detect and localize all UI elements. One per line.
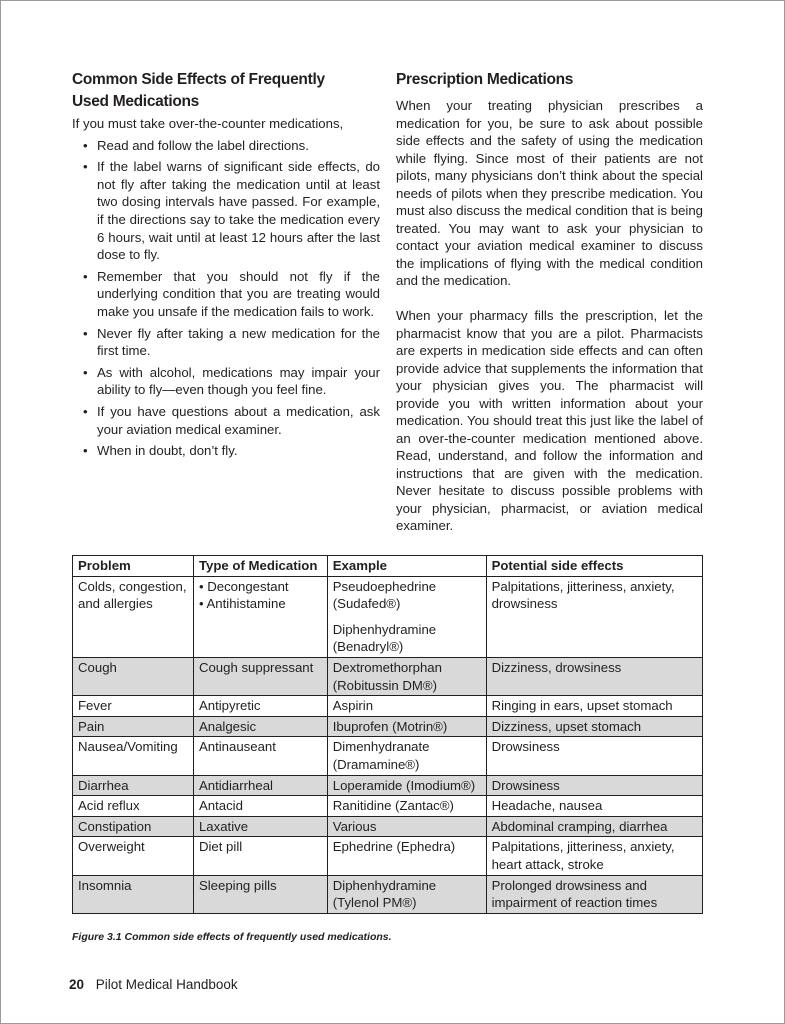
cell-problem: Insomnia: [73, 875, 194, 913]
cell-effects: Abdominal cramping, diarrhea: [486, 816, 702, 837]
cell-example: Various: [327, 816, 486, 837]
cell-example: Ephedrine (Ephedra): [327, 837, 486, 875]
cell-effects: Dizziness, drowsiness: [486, 657, 702, 695]
cell-example: Loperamide (Imodium®): [327, 775, 486, 796]
cell-type: Laxative: [193, 816, 327, 837]
header-type: Type of Medication: [193, 556, 327, 577]
cell-example: Diphenhydramine (Tylenol PM®): [327, 875, 486, 913]
paragraph: When your pharmacy fills the prescription, let the pharmacist know that you are a pilot. Pharmacists are experts in medication side effects and can often provide advice that supplements the information that your physician gives you. The pharmacist will provide you with written information about your medication. You should treat this just like the label of an over-the-counter medication mentioned above. Read, understand, and follow the information and instructions that are given with the medication. Never hesitate to discuss possible problems with your physician, pharmacist, or aviation medical examiner.: [396, 308, 703, 533]
list-item: • If the label warns of significant side effects, do not fly after taking the medication until at least two dosing intervals have passed. For example, if the directions say to take the medication every 6 hours, wait until at least 12 hours after the last dose to fly.: [72, 158, 380, 264]
list-item: • Read and follow the label directions.: [72, 137, 380, 155]
list-item: • As with alcohol, medications may impair your ability to fly—even though you feel fine.: [72, 364, 380, 399]
table-row: [73, 875, 703, 913]
page-number: 20: [69, 977, 85, 992]
otc-intro: If you must take over-the-counter medications,: [72, 116, 344, 131]
heading-line-2: Used Medications: [72, 93, 199, 110]
table-row: [73, 576, 703, 657]
heading-line-1: Common Side Effects of Frequently: [72, 71, 325, 88]
cell-problem: Diarrhea: [73, 775, 194, 796]
cell-effects: Palpitations, jitteriness, anxiety, heart attack, stroke: [486, 837, 702, 875]
header-side-effects: Potential side effects: [486, 556, 702, 577]
type-line: • Decongestant: [198, 578, 289, 594]
list-item: • If you have questions about a medication, ask your aviation medical examiner.: [72, 403, 380, 438]
cell-type: [193, 576, 327, 657]
cell-example: Aspirin: [327, 696, 486, 717]
cell-effects: Dizziness, upset stomach: [486, 716, 702, 737]
cell-type: Antacid: [193, 796, 327, 817]
cell-effects: Drowsiness: [486, 775, 702, 796]
table-row: [73, 696, 703, 717]
header-problem: Problem: [73, 556, 194, 577]
cell-type: Antinauseant: [193, 737, 327, 775]
book-title: Pilot Medical Handbook: [95, 977, 238, 992]
type-line: • Antihistamine: [198, 596, 286, 612]
side-effects-heading: [72, 69, 380, 113]
cell-problem: Pain: [73, 716, 194, 737]
cell-type: Antipyretic: [193, 696, 327, 717]
example-line: Pseudoephedrine (Sudafed®): [332, 578, 437, 612]
table-row: [73, 837, 703, 875]
cell-example: Ranitidine (Zantac®): [327, 796, 486, 817]
figure-caption: Figure 3.1 Common side effects of frequently used medications.: [72, 931, 392, 943]
right-column: [396, 69, 703, 535]
prescription-text: [396, 97, 703, 535]
header-example: Example: [327, 556, 486, 577]
list-item: • Never fly after taking a new medication for the first time.: [72, 325, 380, 360]
cell-example: Dimenhydranate (Dramamine®): [327, 737, 486, 775]
cell-example: Dextromethorphan (Robitussin DM®): [327, 657, 486, 695]
page-footer: [69, 977, 238, 992]
otc-guidelines-list: [72, 137, 380, 460]
cell-problem: Nausea/Vomiting: [73, 737, 194, 775]
cell-type: Antidiarrheal: [193, 775, 327, 796]
table-row: [73, 775, 703, 796]
left-column: [72, 69, 380, 464]
cell-example: Ibuprofen (Motrin®): [327, 716, 486, 737]
cell-problem: Acid reflux: [73, 796, 194, 817]
cell-effects: Headache, nausea: [486, 796, 702, 817]
cell-problem: Fever: [73, 696, 194, 717]
cell-problem: Cough: [73, 657, 194, 695]
table-row: [73, 816, 703, 837]
cell-example: [327, 576, 486, 657]
medications-table: [72, 555, 703, 914]
cell-type: Analgesic: [193, 716, 327, 737]
table-row: [73, 657, 703, 695]
cell-problem: Colds, congestion, and allergies: [73, 576, 194, 657]
example-spacer: [333, 613, 482, 621]
cell-type: Cough suppressant: [193, 657, 327, 695]
cell-problem: Constipation: [73, 816, 194, 837]
cell-effects: Ringing in ears, upset stomach: [486, 696, 702, 717]
list-item: • When in doubt, don’t fly.: [72, 442, 380, 460]
list-item: • Remember that you should not fly if the underlying condition that you are treating would make you unsafe if the medication fails to work.: [72, 268, 380, 321]
table-row: [73, 737, 703, 775]
table-row: [73, 796, 703, 817]
cell-effects: Palpitations, jitteriness, anxiety, drowsiness: [486, 576, 702, 657]
table-header-row: [73, 556, 703, 577]
cell-type: Diet pill: [193, 837, 327, 875]
example-line: Diphenhydramine (Benadryl®): [332, 621, 437, 655]
prescription-heading: Prescription Medications: [396, 71, 574, 88]
cell-effects: Drowsiness: [486, 737, 702, 775]
paragraph: When your treating physician prescribes a medication for you, be sure to ask about possible side effects and the safety of using the medication while flying. Since most of their patients are not pilots, many physicians don’t think about the special needs of pilots when they prescribe medication. You must also discuss the medical condition that is being treated. You may want to ask your physician to contact your aviation medical examiner to discuss the implications of flying with the medical condition and the medication.: [396, 98, 703, 288]
cell-effects: Prolonged drowsiness and impairment of reaction times: [486, 875, 702, 913]
cell-type: Sleeping pills: [193, 875, 327, 913]
cell-problem: Overweight: [73, 837, 194, 875]
table-row: [73, 716, 703, 737]
